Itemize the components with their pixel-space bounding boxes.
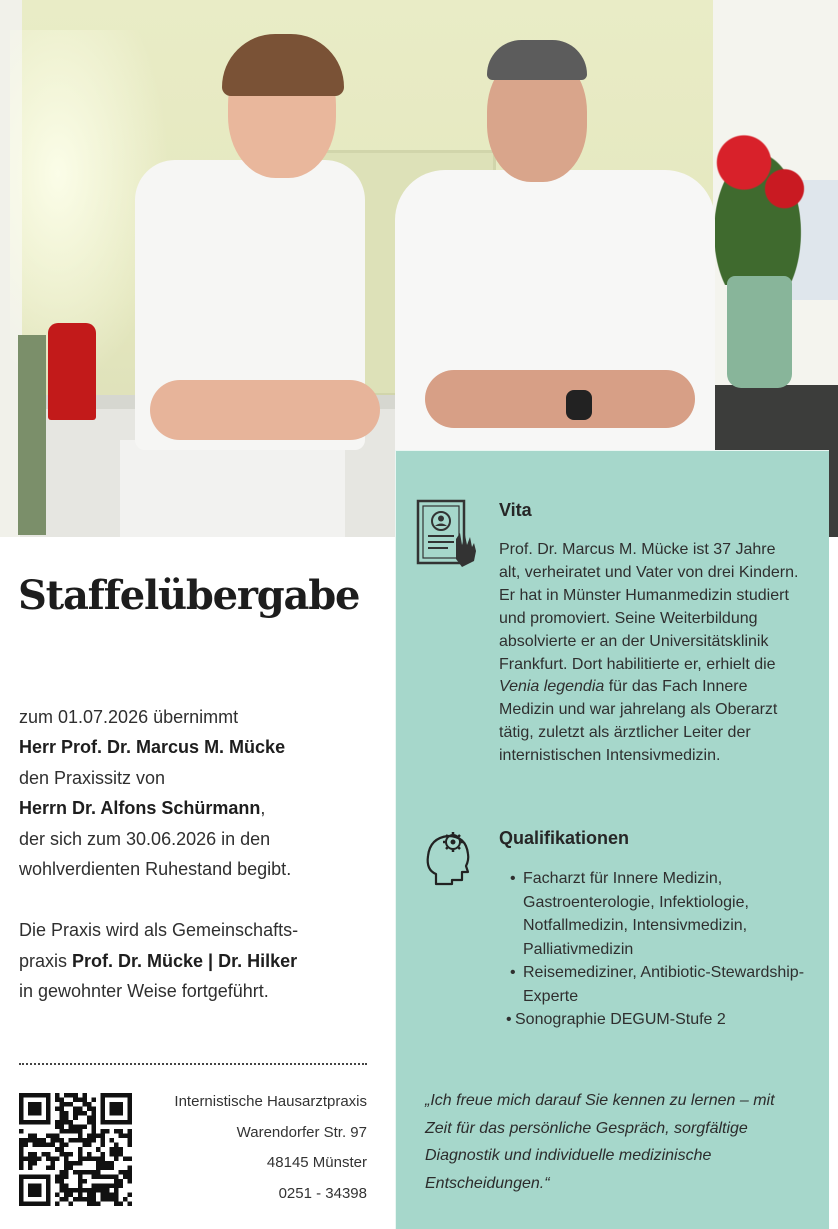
practice-city: 48145 Münster [266,1154,367,1171]
new-doctor-name: Herr Prof. Dr. Marcus M. Mücke [19,737,286,758]
person2-arms [425,370,695,428]
announce-line: Die Praxis wird als Gemeinschafts- [19,920,299,941]
qualification-item: • Facharzt für Innere Medizin, Gastroenterologie, Infektiologie, Notfallmedizin, Intensivmedizin, Palliativmedizin [506,867,806,961]
practice-phone[interactable]: 0251 - 34398 [278,1184,367,1202]
head-gear-icon [422,826,472,888]
qualifications-heading: Qualifikationen [499,828,630,848]
vita-text-part1: Prof. Dr. Marcus M. Mücke ist 37 Jahre alt, verheiratet und Vater von drei Kindern. Er hat in Münster Humanmedizin studiert und promoviert. Seine Weiterbildung absolvierte er an der Universitätsklinik Frankfurt. Dort habilitierte er, erhielt die [499,541,799,673]
dotted-divider [19,1063,367,1065]
announce-line: zum 01.07.2026 übernimmt [19,707,239,727]
photo-plant [18,335,46,535]
practice-address [174,1087,367,1209]
vita-text [499,539,799,768]
photo-vase [727,276,792,388]
photo-red-phonebox [48,323,96,420]
person2-hair [487,40,587,80]
old-doctor-name: Herrn Dr. Alfons Schürmann [19,798,261,819]
vita-heading: Vita [499,500,532,520]
person2-watch [566,390,592,420]
announce-line: in gewohnter Weise fortgeführt. [19,981,269,1002]
announce-line: wohlverdienten Ruhestand begibt. [19,859,292,880]
vita-text-italic: Venia legendia [499,678,605,696]
announcement [19,702,379,1007]
person1-arms [150,380,380,440]
vita-text-part2: für das Fach Innere Medizin und war jahrelang als Oberarzt tätig, zuletzt als ärztlicher Leiter der internistischen Intensivmedizin. [499,678,778,765]
practice-street: Warendorfer Str. 97 [236,1123,367,1141]
person1-pants [120,440,345,537]
announce-prefix: praxis [19,950,73,971]
comma: , [260,798,266,819]
cv-document-icon [416,499,482,571]
headline: Staffelübergabe [18,572,360,619]
qualification-item: • Reisemediziner, Antibiotic-Stewardship-Experte [506,961,806,1008]
announce-line: der sich zum 30.06.2026 in den [19,828,271,849]
qualifications-list [506,867,806,1032]
qr-code[interactable] [19,1093,132,1206]
qualification-item: • Sonographie DEGUM-Stufe 2 [502,1008,806,1032]
practice-name: Prof. Dr. Mücke | Dr. Hilker [72,950,298,971]
practice-name-label: Internistische Hausarztpraxis [174,1093,367,1110]
doctor-quote: „Ich freue mich darauf Sie kennen zu lernen – mit Zeit für das persönliche Gespräch, sorgfältige Diagnostik und individuelle medizinische Entscheidungen.“ [425,1092,775,1193]
announce-line: den Praxissitz von [19,767,166,788]
person1-hair [222,34,344,96]
